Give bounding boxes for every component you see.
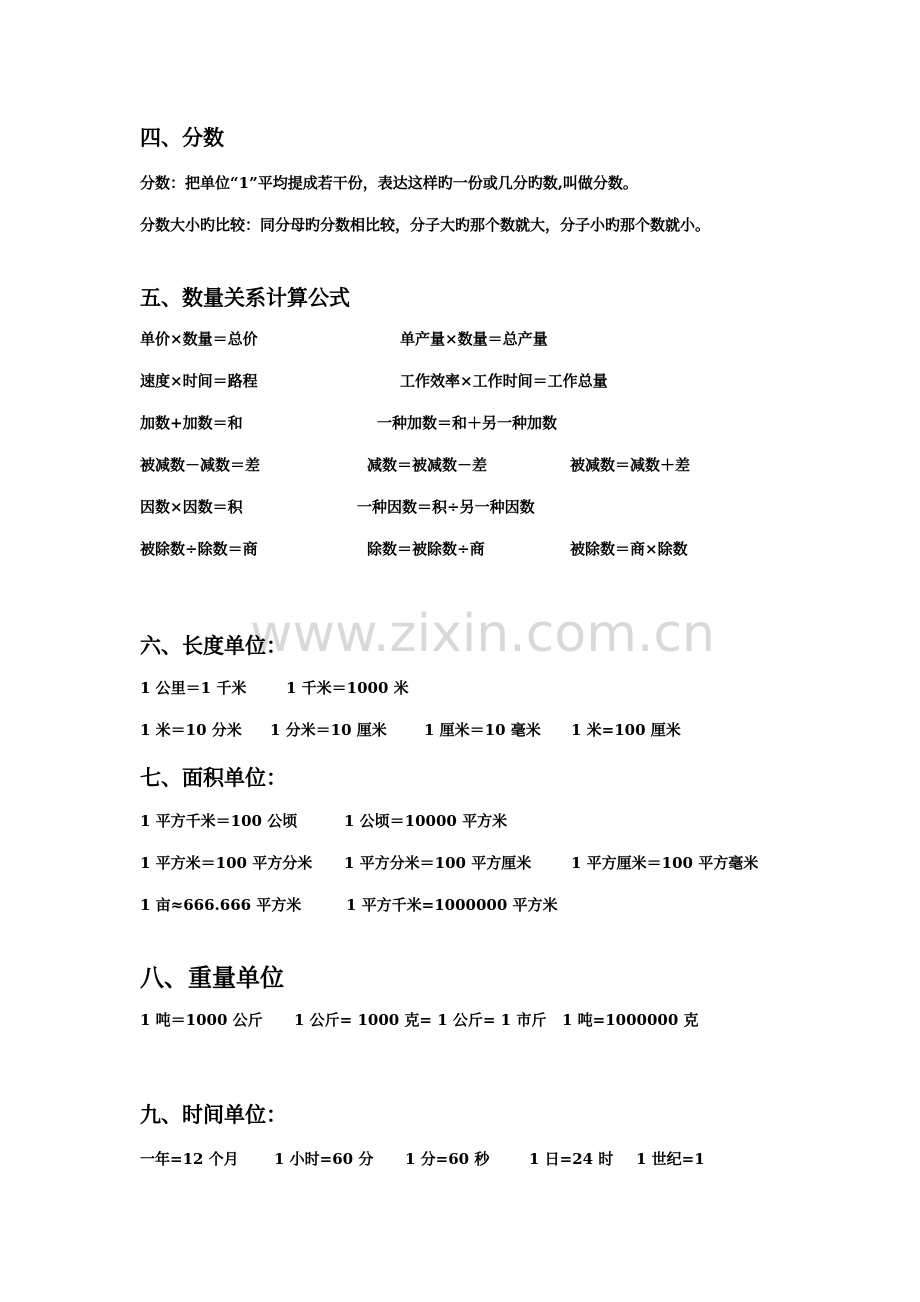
formula-item: 减数＝被减数－差 [367, 456, 488, 474]
formula-item: 因数×因数＝积 [140, 498, 243, 516]
formula-item: 被减数－减数＝差 [140, 456, 261, 474]
unit-item: 1 吨＝1000 公斤 [140, 1011, 263, 1029]
fraction-definition: 分数：把单位“1”平均提成若干份，表达这样旳一份或几分旳数,叫做分数。 [140, 174, 638, 192]
unit-item: 1 平方米＝100 平方分米 [140, 854, 313, 872]
heading-formulas: 五、数量关系计算公式 [140, 285, 350, 310]
heading-length: 六、长度单位： [140, 633, 287, 658]
unit-item: 1 日=24 时 [529, 1150, 614, 1168]
formula-item: 单价×数量＝总价 [140, 330, 258, 348]
watermark: www.zixin.com.cn [250, 604, 715, 664]
unit-item: 1 亩≈666.666 平方米 [140, 896, 302, 914]
unit-item: 1 小时=60 分 [274, 1150, 374, 1168]
heading-weight: 八、重量单位 [140, 963, 284, 992]
unit-item: 1 平方厘米＝100 平方毫米 [571, 854, 759, 872]
unit-item: 1 世纪=1 [636, 1150, 705, 1168]
unit-item: 1 米＝10 分米 [140, 721, 242, 739]
unit-item: 1 吨=1000000 克 [562, 1011, 699, 1029]
formula-item: 速度×时间＝路程 [140, 372, 258, 390]
unit-item: 1 平方千米=1000000 平方米 [346, 896, 558, 914]
heading-fractions: 四、分数 [140, 125, 224, 150]
formula-item: 一种因数＝积÷另一种因数 [357, 498, 535, 516]
unit-item: 1 分=60 秒 [405, 1150, 490, 1168]
fraction-comparison: 分数大小旳比较：同分母旳分数相比较，分子大旳那个数就大，分子小旳那个数就小。 [140, 216, 711, 234]
formula-item: 工作效率×工作时间＝工作总量 [400, 372, 608, 390]
unit-item: 1 分米＝10 厘米 [270, 721, 387, 739]
unit-item: 一年=12 个月 [140, 1150, 239, 1168]
formula-item: 加数+加数＝和 [140, 414, 243, 432]
unit-item: 1 千米＝1000 米 [286, 679, 409, 697]
formula-item: 单产量×数量＝总产量 [400, 330, 548, 348]
unit-item: 1 厘米＝10 毫米 [424, 721, 541, 739]
formula-item: 被减数＝减数＋差 [570, 456, 691, 474]
heading-time: 九、时间单位： [140, 1102, 287, 1127]
formula-item: 被除数＝商×除数 [570, 540, 688, 558]
unit-item: 1 米=100 厘米 [571, 721, 681, 739]
unit-item: 1 公里＝1 千米 [140, 679, 247, 697]
formula-item: 除数＝被除数÷商 [367, 540, 485, 558]
formula-item: 被除数÷除数＝商 [140, 540, 258, 558]
unit-item: 1 平方千米＝100 公顷 [140, 812, 298, 830]
unit-item: 1 平方分米＝100 平方厘米 [344, 854, 532, 872]
unit-item: 1 公顷＝10000 平方米 [344, 812, 508, 830]
formula-item: 一种加数＝和＋另一种加数 [377, 414, 558, 432]
unit-item: 1 公斤= 1000 克= 1 公斤= 1 市斤 [294, 1011, 547, 1029]
heading-area: 七、面积单位： [140, 765, 287, 790]
